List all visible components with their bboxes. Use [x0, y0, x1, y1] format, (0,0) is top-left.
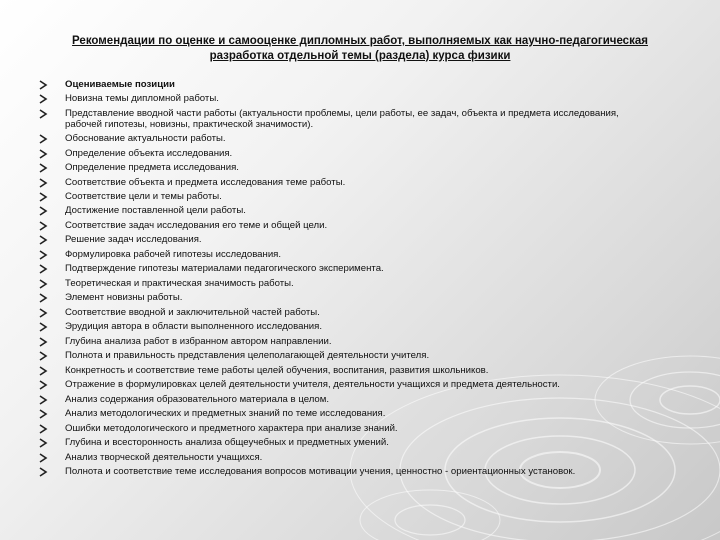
arrow-bullet-icon — [38, 94, 48, 104]
list-item: Определение объекта исследования. — [38, 149, 648, 160]
arrow-bullet-icon — [38, 264, 48, 274]
list-item: Новизна темы дипломной работы. — [38, 94, 648, 105]
list-item: Достижение поставленной цели работы. — [38, 206, 648, 217]
arrow-bullet-icon — [38, 235, 48, 245]
list-item: Соответствие вводной и заключительной частей работы. — [38, 308, 648, 319]
list-item: Глубина и всесторонность анализа общеучебных и предметных умений. — [38, 438, 648, 449]
arrow-bullet-icon — [38, 293, 48, 303]
list-item: Анализ творческой деятельности учащихся. — [38, 453, 648, 464]
arrow-bullet-icon — [38, 395, 48, 405]
arrow-bullet-icon — [38, 221, 48, 231]
arrow-bullet-icon — [38, 80, 48, 90]
list-item: Решение задач исследования. — [38, 235, 648, 246]
arrow-bullet-icon — [38, 409, 48, 419]
list-item: Полнота и соответствие теме исследования вопросов мотивации учения, ценностно - ориентационных установок. — [38, 467, 648, 478]
slide-title: Рекомендации по оценке и самооценке дипломных работ, выполняемых как научно-педагогическая разработка отдельной темы (раздела) курса физики — [72, 35, 648, 62]
arrow-bullet-icon — [38, 250, 48, 260]
arrow-bullet-icon — [38, 109, 48, 119]
list-item: Элемент новизны работы. — [38, 293, 648, 304]
list-item: Представление вводной части работы (актуальности проблемы, цели работы, ее задач, объекта и предмета исследования, рабочей гипотезы, новизны, практической значимости). — [38, 109, 648, 130]
arrow-bullet-icon — [38, 163, 48, 173]
arrow-bullet-icon — [38, 366, 48, 376]
list-item: Определение предмета исследования. — [38, 163, 648, 174]
list-item: Подтверждение гипотезы материалами педагогического эксперимента. — [38, 264, 648, 275]
list-item: Конкретность и соответствие теме работы целей обучения, воспитания, развития школьников. — [38, 366, 648, 377]
list-item: Ошибки методологического и предметного характера при анализе знаний. — [38, 424, 648, 435]
criteria-list — [38, 80, 648, 482]
arrow-bullet-icon — [38, 192, 48, 202]
arrow-bullet-icon — [38, 438, 48, 448]
arrow-bullet-icon — [38, 322, 48, 332]
list-item: Формулировка рабочей гипотезы исследования. — [38, 250, 648, 261]
list-item: Теоретическая и практическая значимость работы. — [38, 279, 648, 290]
list-item: Полнота и правильность представления целеполагающей деятельности учителя. — [38, 351, 648, 362]
arrow-bullet-icon — [38, 178, 48, 188]
list-item: Отражение в формулировках целей деятельности учителя, деятельности учащихся и предмета деятельности. — [38, 380, 648, 391]
arrow-bullet-icon — [38, 279, 48, 289]
arrow-bullet-icon — [38, 149, 48, 159]
arrow-bullet-icon — [38, 380, 48, 390]
list-item: Глубина анализа работ в избранном автором направлении. — [38, 337, 648, 348]
arrow-bullet-icon — [38, 206, 48, 216]
list-item: Оцениваемые позиции — [38, 80, 648, 91]
list-item: Соответствие объекта и предмета исследования теме работы. — [38, 178, 648, 189]
list-item: Эрудиция автора в области выполненного исследования. — [38, 322, 648, 333]
arrow-bullet-icon — [38, 308, 48, 318]
list-item: Соответствие задач исследования его теме и общей цели. — [38, 221, 648, 232]
list-item: Соответствие цели и темы работы. — [38, 192, 648, 203]
arrow-bullet-icon — [38, 337, 48, 347]
arrow-bullet-icon — [38, 424, 48, 434]
arrow-bullet-icon — [38, 453, 48, 463]
arrow-bullet-icon — [38, 134, 48, 144]
list-item: Анализ методологических и предметных знаний по теме исследования. — [38, 409, 648, 420]
arrow-bullet-icon — [38, 351, 48, 361]
arrow-bullet-icon — [38, 467, 48, 477]
list-item: Обоснование актуальности работы. — [38, 134, 648, 145]
list-item: Анализ содержания образовательного материала в целом. — [38, 395, 648, 406]
